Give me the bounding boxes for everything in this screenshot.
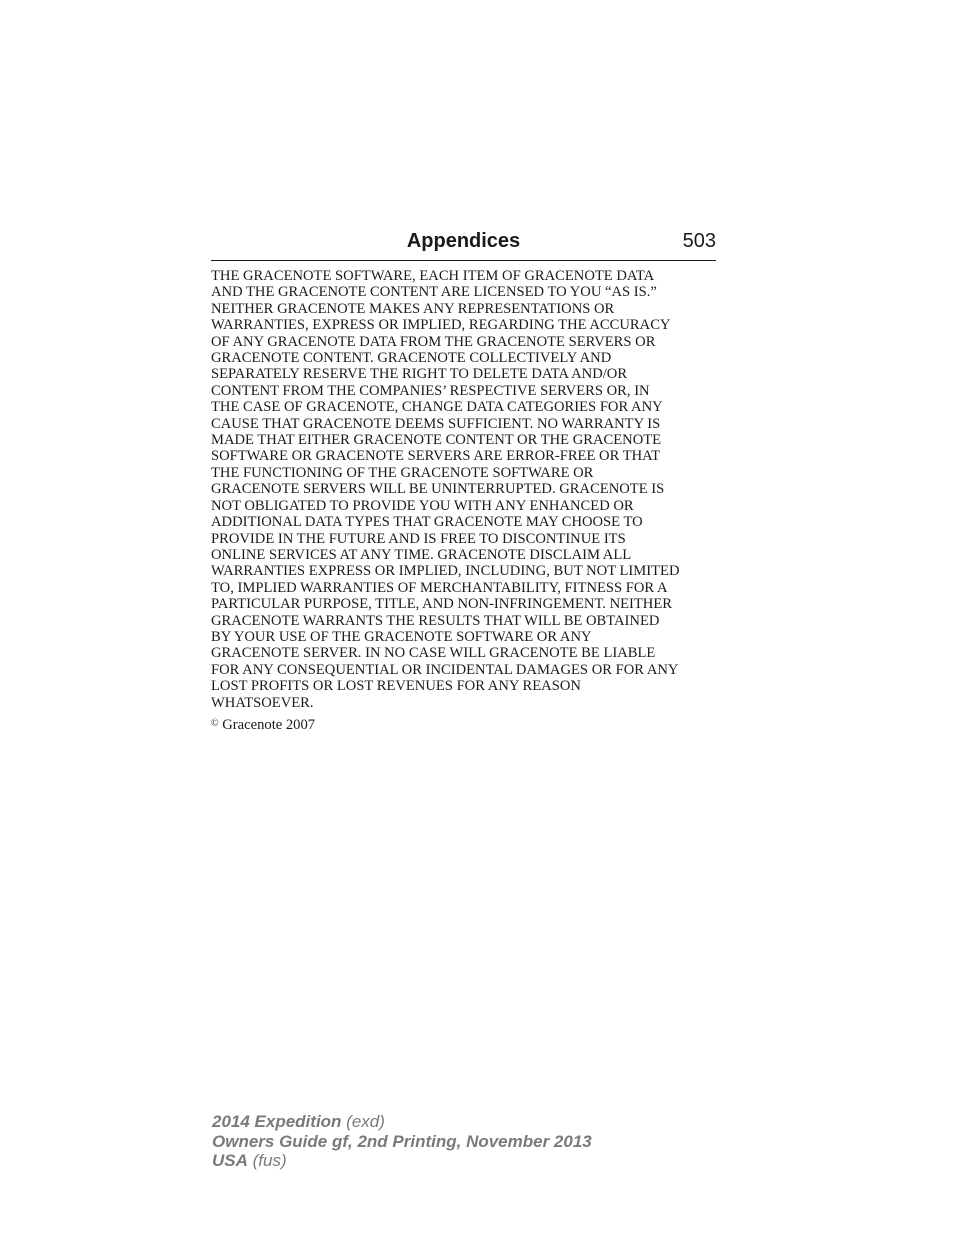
footer-line-printing: [212, 1132, 592, 1152]
text-line: WHATSOEVER.: [211, 694, 314, 711]
text-line: WARRANTIES EXPRESS OR IMPLIED, INCLUDING, BUT NOT LIMITED: [211, 563, 680, 580]
text-line: LOST PROFITS OR LOST REVENUES FOR ANY REASON: [211, 678, 581, 695]
text-line: THE FUNCTIONING OF THE GRACENOTE SOFTWARE OR: [211, 464, 594, 481]
text-line: MADE THAT EITHER GRACENOTE CONTENT OR THE GRACENOTE: [211, 432, 662, 449]
text-line: TO, IMPLIED WARRANTIES OF MERCHANTABILITY, FITNESS FOR A: [211, 579, 668, 596]
copyright-notice: [211, 715, 315, 734]
footer-line-model: [212, 1112, 592, 1132]
text-line: GRACENOTE SERVERS WILL BE UNINTERRUPTED. GRACENOTE IS: [211, 481, 665, 498]
text-line: ADDITIONAL DATA TYPES THAT GRACENOTE MAY CHOOSE TO: [211, 514, 643, 531]
text-line: BY YOUR USE OF THE GRACENOTE SOFTWARE OR ANY: [211, 628, 592, 645]
text-line: NEITHER GRACENOTE MAKES ANY REPRESENTATIONS OR: [211, 300, 615, 317]
text-line: GRACENOTE SERVER. IN NO CASE WILL GRACENOTE BE LIABLE: [211, 645, 656, 662]
page-footer: [212, 1112, 592, 1171]
license-disclaimer-paragraph: [211, 268, 721, 711]
footer-region: USA: [212, 1151, 248, 1170]
text-line: WARRANTIES, EXPRESS OR IMPLIED, REGARDING THE ACCURACY: [211, 317, 671, 334]
text-line: THE GRACENOTE SOFTWARE, EACH ITEM OF GRACENOTE DATA: [211, 268, 655, 284]
text-line: SOFTWARE OR GRACENOTE SERVERS ARE ERROR-FREE OR THAT: [211, 448, 660, 465]
text-line: PROVIDE IN THE FUTURE AND IS FREE TO DISCONTINUE ITS: [211, 530, 626, 547]
text-line: SEPARATELY RESERVE THE RIGHT TO DELETE DATA AND/OR: [211, 366, 628, 383]
page-number: 503: [682, 230, 716, 252]
text-line: NOT OBLIGATED TO PROVIDE YOU WITH ANY ENHANCED OR: [211, 497, 634, 514]
text-line: CONTENT FROM THE COMPANIES’ RESPECTIVE SERVERS OR, IN: [211, 382, 650, 399]
footer-model: 2014 Expedition: [212, 1112, 342, 1131]
footer-printing: Owners Guide gf, 2nd Printing, November 2013: [212, 1131, 592, 1151]
text-line: AND THE GRACENOTE CONTENT ARE LICENSED TO YOU “AS IS.”: [211, 284, 657, 301]
copyright-symbol: ©: [211, 718, 219, 729]
footer-line-region: [212, 1151, 592, 1171]
text-line: ONLINE SERVICES AT ANY TIME. GRACENOTE DISCLAIM ALL: [211, 546, 632, 563]
footer-model-code: (exd): [346, 1112, 385, 1131]
section-title: Appendices: [406, 230, 521, 252]
footer-region-code: (fus): [252, 1151, 287, 1170]
text-line: OF ANY GRACENOTE DATA FROM THE GRACENOTE SERVERS OR: [211, 333, 656, 350]
text-line: GRACENOTE WARRANTS THE RESULTS THAT WILL BE OBTAINED: [211, 612, 660, 629]
text-line: PARTICULAR PURPOSE, TITLE, AND NON-INFRINGEMENT. NEITHER: [211, 596, 672, 613]
page-header: [211, 228, 716, 261]
text-line: FOR ANY CONSEQUENTIAL OR INCIDENTAL DAMAGES OR FOR ANY: [211, 661, 679, 678]
text-line: GRACENOTE CONTENT. GRACENOTE COLLECTIVELY AND: [211, 350, 612, 367]
text-line: CAUSE THAT GRACENOTE DEEMS SUFFICIENT. NO WARRANTY IS: [211, 415, 661, 432]
copyright-text: Gracenote 2007: [222, 717, 316, 733]
text-line: THE CASE OF GRACENOTE, CHANGE DATA CATEGORIES FOR ANY: [211, 399, 663, 416]
